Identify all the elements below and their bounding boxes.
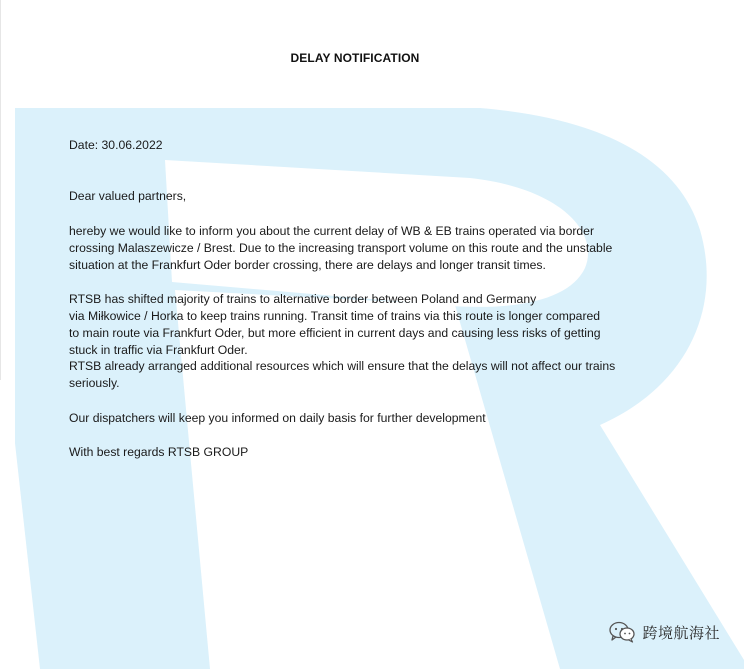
paragraph-1-line-1: hereby we would like to inform you about the current delay of WB & EB trains operated via border [69,224,595,238]
wechat-icon [609,621,635,643]
paragraph-2-line-1: RTSB has shifted majority of trains to alternative border between Poland and Germany [69,292,537,306]
paragraph-2-line-3: to main route via Frankfurt Oder, but more efficient in current days and causing less risks of getting [69,326,601,340]
paragraph-3: Our dispatchers will keep you informed on daily basis for further development [69,411,486,425]
footer-brand [609,621,720,643]
greeting: Dear valued partners, [69,189,187,203]
brand-name: 跨境航海社 [642,623,720,642]
paragraph-2-line-6: seriously. [69,376,120,390]
closing-line: With best regards RTSB GROUP [69,445,249,459]
document-title: DELAY NOTIFICATION [290,51,420,65]
paragraph-1-line-2: crossing Malaszewicze / Brest. Due to the increasing transport volume on this route and the unstable [69,241,613,255]
paragraph-2-line-2: via Miłkowice / Horka to keep trains running. Transit time of trains via this route is longer compared [69,309,601,323]
paragraph-1-line-3: situation at the Frankfurt Oder border crossing, there are delays and longer transit times. [69,258,546,272]
paragraph-2-line-5: RTSB already arranged additional resources which will ensure that the delays will not affect our trains [69,359,616,373]
paragraph-2-line-4: stuck in traffic via Frankfurt Oder. [69,343,248,357]
date-line: Date: 30.06.2022 [69,138,163,152]
